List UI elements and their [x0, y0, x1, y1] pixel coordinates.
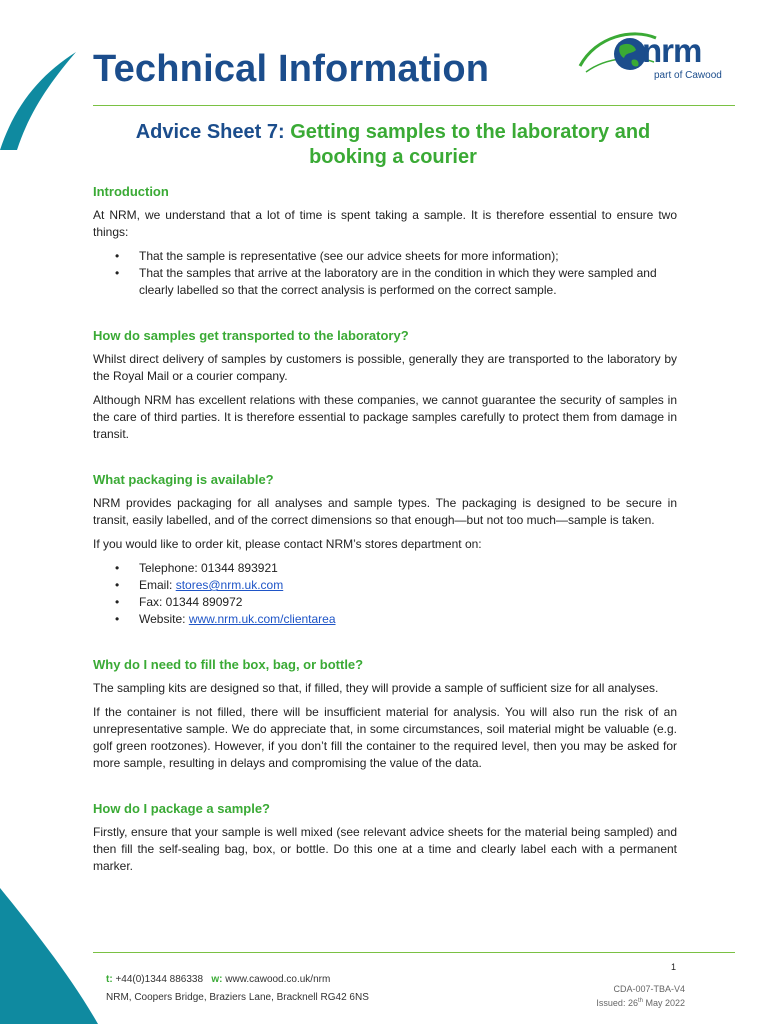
- paragraph: NRM provides packaging for all analyses and sample types. The packaging is designed to be secure in transit, easily labelled, and of the correct dimensions so that enough—but not too much—sample is taken.: [93, 496, 677, 527]
- logo-wordmark: nrm: [642, 32, 702, 69]
- list-item: • That the sample is representative (see our advice sheets for more information);: [93, 248, 677, 265]
- issue-date-prefix: Issued: 26: [596, 998, 638, 1008]
- logo-tagline: part of Cawood: [654, 70, 722, 81]
- section-heading: What packaging is available?: [93, 472, 274, 487]
- section-introduction: [93, 183, 677, 299]
- paragraph: Although NRM has excellent relations with these companies, we cannot guarantee the security of samples in the care of third parties. It is therefore essential to package samples carefully to protect them from damage in transit.: [93, 393, 677, 441]
- list-item: • That the samples that arrive at the laboratory are in the condition in which they were sampled and clearly labelled so that the correct analysis is performed on the correct sample.: [93, 265, 677, 299]
- advice-sheet-topic-line2: booking a courier: [309, 146, 477, 168]
- paragraph: If you would like to order kit, please contact NRM’s stores department on:: [93, 537, 482, 551]
- bullet-list: [93, 248, 677, 299]
- email-link[interactable]: stores@nrm.uk.com: [175, 578, 284, 592]
- paragraph: At NRM, we understand that a lot of time is spent taking a sample. It is therefore essential to ensure two things:: [93, 208, 677, 239]
- contact-email: [93, 577, 677, 594]
- footer-contact: [106, 974, 330, 985]
- contact-telephone: • Telephone: 01344 893921: [93, 560, 677, 577]
- section-heading: Why do I need to fill the box, bag, or bottle?: [93, 657, 364, 672]
- website-link[interactable]: www.nrm.uk.com/clientarea: [188, 612, 336, 626]
- section-package: [93, 800, 677, 875]
- footer-divider: [93, 952, 735, 953]
- section-fill: [93, 656, 677, 772]
- contact-list: [93, 560, 677, 628]
- section-heading: How do I package a sample?: [93, 801, 270, 816]
- nrm-logo: [578, 26, 748, 88]
- issue-date-month-year: May 2022: [642, 998, 685, 1008]
- document-code: CDA-007-TBA-V4: [613, 984, 685, 994]
- document-body: [93, 183, 677, 882]
- paragraph: Firstly, ensure that your sample is well mixed (see relevant advice sheets for the material being sampled) and then fill the self-sealing bag, box, or bottle. Do this one at a time and clearly label each with a permanent marker.: [93, 825, 677, 873]
- advice-sheet-title: [93, 120, 693, 170]
- footer-address: NRM, Coopers Bridge, Braziers Lane, Bracknell RG42 6NS: [106, 992, 369, 1003]
- footer-phone-label: t:: [106, 974, 113, 985]
- footer-phone: +44(0)1344 886338: [112, 974, 204, 985]
- contact-website-label: Website:: [139, 612, 189, 626]
- advice-sheet-number: Advice Sheet 7:: [135, 121, 291, 143]
- paragraph: The sampling kits are designed so that, if filled, they will provide a sample of sufficient size for all analyses.: [93, 681, 659, 695]
- issue-date-suffix-sup: th: [637, 998, 643, 1004]
- contact-website: [93, 611, 677, 628]
- page-number: 1: [671, 962, 677, 972]
- contact-fax: • Fax: 01344 890972: [93, 594, 677, 611]
- section-packaging: [93, 471, 677, 628]
- paragraph: If the container is not filled, there will be insufficient material for analysis. You will also run the risk of an unrepresentative sample. We do appreciate that, in some circumstances, soil material might be valuable (e.g. golf green rootzones). However, if you don’t fill the container to the required level, then you may be asked for more sample, resulting in delays and compromising the value of the data.: [93, 705, 677, 770]
- contact-email-label: Email:: [139, 578, 176, 592]
- footer-web: www.cawood.co.uk/nrm: [222, 974, 331, 985]
- section-heading: How do samples get transported to the laboratory?: [93, 328, 409, 343]
- page-title: Technical Information: [93, 48, 490, 90]
- section-heading: Introduction: [93, 184, 169, 199]
- section-transport: [93, 327, 677, 443]
- header-divider: [93, 105, 735, 106]
- footer-web-label: w:: [211, 974, 223, 985]
- issue-date: [596, 998, 685, 1008]
- advice-sheet-topic-line1: Getting samples to the laboratory and: [290, 121, 651, 143]
- paragraph: Whilst direct delivery of samples by customers is possible, generally they are transported to the laboratory by the Royal Mail or a courier company.: [93, 352, 677, 383]
